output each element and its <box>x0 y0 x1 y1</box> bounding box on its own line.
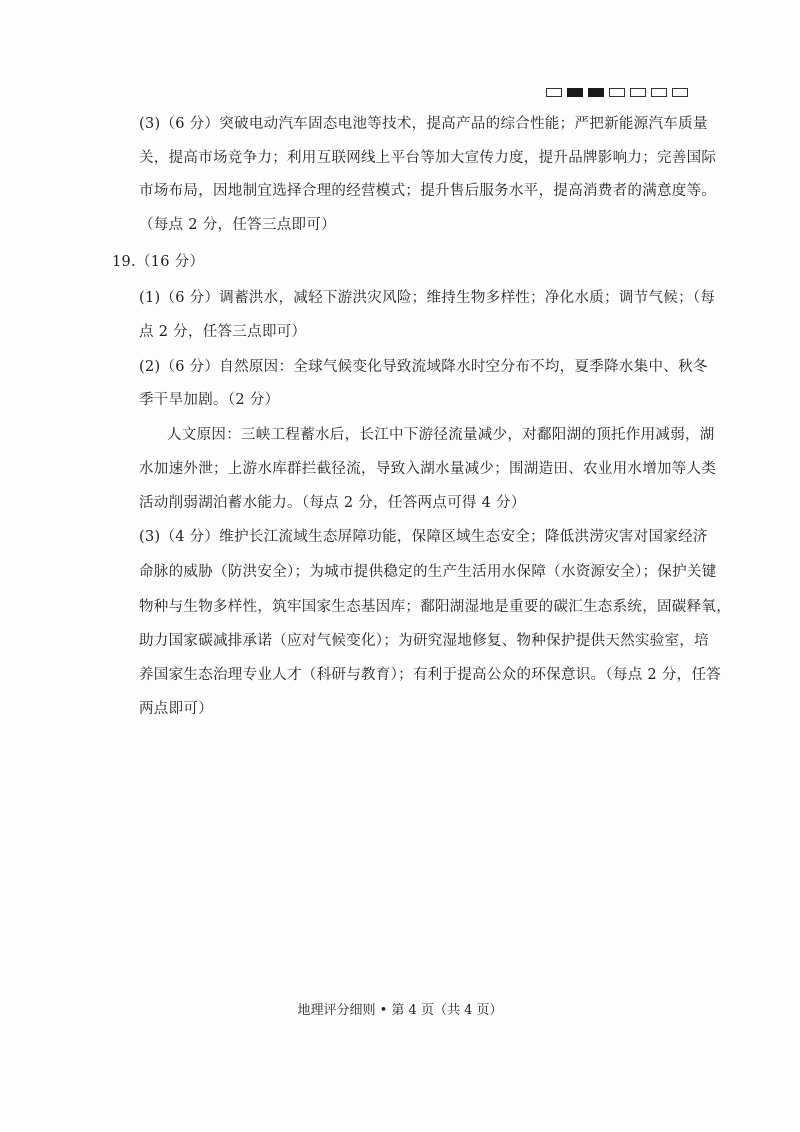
page-marker-7 <box>672 88 688 97</box>
q19-3-line-1: (3)（4 分）维护长江流域生态屏障功能，保障区域生态安全；降低洪涝灾害对国家经济 <box>139 529 708 545</box>
q19-3-line-3: 物种与生物多样性，筑牢国家生态基因库；鄱阳湖湿地是重要的碳汇生态系统，固碳释氧， <box>139 599 731 615</box>
q19-2-human-line-1: 人文原因：三峡工程蓄水后，长江中下游径流量减少，对鄱阳湖的顶托作用减弱，湖 <box>167 427 715 443</box>
q19-2-human-line-3: 活动削弱湖泊蓄水能力。（每点 2 分，任答两点可得 4 分） <box>139 495 526 511</box>
q18-3-line-3: 市场布局，因地制宜选择合理的经营模式；提升售后服务水平，提高消费者的满意度等。 <box>139 183 717 199</box>
q19-3-line-5: 养国家生态治理专业人才（科研与教育）；有利于提高公众的环保意识。（每点 2 分，任答 <box>139 667 722 683</box>
q18-3-line-1: (3)（6 分）突破电动汽车固态电池等技术，提高产品的综合性能；严把新能源汽车质量 <box>139 116 708 132</box>
page-marker-6 <box>651 88 667 97</box>
q19-2-human-line-2: 水加速外泄；上游水库群拦截径流，导致入湖水量减少；围湖造田、农业用水增加等人类 <box>139 461 717 477</box>
q19-3-line-4: 助力国家碳减排承诺（应对气候变化）；为研究湿地修复、物种保护提供天然实验室，培 <box>139 633 709 649</box>
q19-3-line-2: 命脉的威胁（防洪安全）；为城市提供稳定的生产生活用水保障（水资源安全）；保护关键 <box>139 564 717 580</box>
page-marker-4 <box>609 88 625 97</box>
page-marker-5 <box>630 88 646 97</box>
q19-2-line-1: (2)（6 分）自然原因：全球气候变化导致流域降水时空分布不均，夏季降水集中、秋冬 <box>139 359 708 375</box>
q19-1-line-2: 点 2 分，任答三点即可） <box>139 324 307 340</box>
page-marker-1 <box>546 88 562 97</box>
page-marker-3 <box>588 88 604 97</box>
q18-3-line-4: （每点 2 分，任答三点即可） <box>139 217 336 233</box>
q19-3-line-6: 两点即可） <box>139 701 213 717</box>
q18-3-line-2: 关，提高市场竞争力；利用互联网线上平台等加大宣传力度，提升品牌影响力；完善国际 <box>139 150 717 166</box>
page-marker-2 <box>567 88 583 97</box>
page-marker-row <box>546 88 688 97</box>
q19-2-line-2: 季干旱加剧。（2 分） <box>139 392 280 408</box>
q19-1-line-1: (1)（6 分）调蓄洪水，减轻下游洪灾风险；维持生物多样性；净化水质；调节气候；（每 <box>139 290 716 306</box>
page-footer: 地理评分细则 • 第 4 页（共 4 页） <box>297 1003 503 1018</box>
q19-heading: 19.（16 分） <box>112 254 205 270</box>
